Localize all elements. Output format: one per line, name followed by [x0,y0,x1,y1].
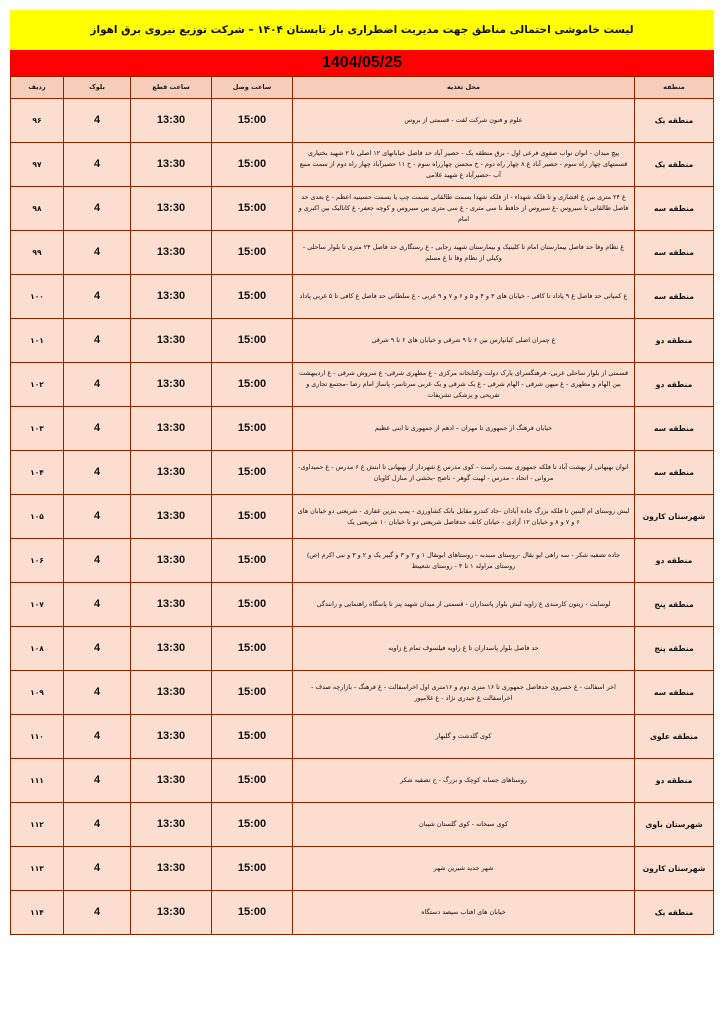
cell-block: 4 [64,583,131,627]
cell-off-time: 13:30 [131,847,212,891]
cell-place: غ کمپانی حد فاصل غ ۹ پاداد تا کافی - خیابان های ۳ و ۴ و ۵ و ۶ و ۷ و ۹ غربی - غ سلطانی حد فاصل غ کافی تا ۵ غربی پاداد [293,275,635,319]
cell-on-time: 15:00 [212,275,293,319]
cell-place: پیچ میدان - انوان نواب صفوی فرعی اول - برق منطقه یک - حصیر آباد حد فاصل خیابانهای ۱۲ اصلی تا ۲ شهید بختیاری قسمتهای چهار راه سوم - حصیر آباد غ ۸ چهار راه دوم - خ محسن چهارراه سوم - خ ۱۱ حصیرآباد چهار راه دوم از سمت منبع آب -حصیرآباد غ شهید غلامی [293,143,635,187]
table-row [11,143,714,187]
cell-region: منطقه یک [635,891,714,935]
cell-on-time: 15:00 [212,319,293,363]
column-header-off-time: ساعت قطع [131,77,212,99]
outage-table [10,76,714,935]
cell-off-time: 13:30 [131,759,212,803]
cell-row-number: ۱۰۷ [11,583,64,627]
cell-region: منطقه سه [635,187,714,231]
table-body [11,99,714,935]
cell-block: 4 [64,891,131,935]
cell-off-time: 13:30 [131,231,212,275]
table-row [11,759,714,803]
cell-block: 4 [64,671,131,715]
document-title-banner [10,10,714,50]
cell-region: منطقه یک [635,99,714,143]
cell-row-number: ۱۰۵ [11,495,64,539]
cell-block: 4 [64,143,131,187]
cell-region: منطقه دو [635,363,714,407]
cell-row-number: ۱۰۳ [11,407,64,451]
cell-place: علوم و فنون شرکت لفت - قسمتی از بروس [293,99,635,143]
cell-region: منطقه پنج [635,627,714,671]
cell-region: منطقه دو [635,539,714,583]
cell-off-time: 13:30 [131,143,212,187]
cell-on-time: 15:00 [212,363,293,407]
column-header-place: محل تغذیه [293,77,635,99]
cell-row-number: ۹۶ [11,99,64,143]
cell-off-time: 13:30 [131,627,212,671]
cell-region: منطقه سه [635,451,714,495]
cell-off-time: 13:30 [131,891,212,935]
table-row [11,363,714,407]
cell-on-time: 15:00 [212,143,293,187]
table-row [11,231,714,275]
cell-on-time: 15:00 [212,627,293,671]
cell-place: شهر جدید شیرین شهر [293,847,635,891]
cell-on-time: 15:00 [212,847,293,891]
cell-block: 4 [64,231,131,275]
cell-block: 4 [64,847,131,891]
cell-row-number: ۱۰۴ [11,451,64,495]
cell-on-time: 15:00 [212,231,293,275]
cell-block: 4 [64,363,131,407]
cell-place: کوی سبخانه - کوی گلستان شیبان [293,803,635,847]
cell-off-time: 13:30 [131,495,212,539]
cell-off-time: 13:30 [131,715,212,759]
cell-place: غ چمران اصلی کیانپارس بین ۶ تا ۹ شرقی و خیابان های ۶ تا ۹ شرقی [293,319,635,363]
cell-on-time: 15:00 [212,407,293,451]
table-row [11,495,714,539]
cell-block: 4 [64,407,131,451]
table-row [11,187,714,231]
cell-row-number: ۱۰۹ [11,671,64,715]
column-header-row-number: ردیف [11,77,64,99]
table-row [11,671,714,715]
column-header-on-time: ساعت وصل [212,77,293,99]
cell-place: غ نظام وفا حد فاصل بیمارستان امام تا کلینیک و بیمارستان شهید رجایی - غ رستگاری حد فاصل ۲۴ متری تا بلوار ساحلی - وکیلی از نظام وفا تا غ مسلم [293,231,635,275]
cell-block: 4 [64,715,131,759]
cell-on-time: 15:00 [212,891,293,935]
cell-on-time: 15:00 [212,759,293,803]
cell-off-time: 13:30 [131,275,212,319]
table-row [11,539,714,583]
cell-off-time: 13:30 [131,363,212,407]
cell-place: خیابان های افتاب سیصد دستگاه [293,891,635,935]
cell-off-time: 13:30 [131,407,212,451]
cell-block: 4 [64,803,131,847]
table-row [11,803,714,847]
cell-place: حد فاصل بلوار پاسداران تا غ زاویه فیلسوف تمام غ زاویه [293,627,635,671]
cell-region: منطقه دو [635,319,714,363]
cell-row-number: ۱۱۱ [11,759,64,803]
cell-block: 4 [64,187,131,231]
cell-block: 4 [64,451,131,495]
cell-on-time: 15:00 [212,671,293,715]
cell-region: منطقه سه [635,275,714,319]
cell-block: 4 [64,275,131,319]
cell-region: منطقه دو [635,759,714,803]
table-row [11,847,714,891]
cell-region: منطقه سه [635,231,714,275]
cell-off-time: 13:30 [131,187,212,231]
cell-block: 4 [64,627,131,671]
cell-place: خیابان فرهنگ از جمهوری تا مهران – ادهم از جمهوری تا ابنی عظیم [293,407,635,451]
table-row [11,583,714,627]
cell-on-time: 15:00 [212,803,293,847]
cell-place: لوسایت - زیتون کارمندی غ زاویه لبش بلوار پاسداران - قسمتی از میدان شهید پنر تا پاسگاه راهنمایی و رانندگی [293,583,635,627]
cell-block: 4 [64,495,131,539]
cell-off-time: 13:30 [131,99,212,143]
schedule-date: 1404/05/25 [321,54,403,71]
cell-off-time: 13:30 [131,539,212,583]
cell-region: منطقه سه [635,407,714,451]
table-row [11,891,714,935]
cell-region: منطقه علوی [635,715,714,759]
cell-on-time: 15:00 [212,715,293,759]
table-row [11,319,714,363]
cell-row-number: ۱۰۶ [11,539,64,583]
cell-off-time: 13:30 [131,319,212,363]
page-title: لیست خاموشی احتمالی مناطق جهت مدیریت اضطراری بار تابستان ۱۴۰۴ – شرکت توزیع نیروی برق اهواز [90,23,634,36]
cell-on-time: 15:00 [212,451,293,495]
cell-place: انوان بهبهانی از بهشت آباد تا فلکه جمهوری بست راست - کوی مدرس غ شهردار از بهبهانی تا ابنش غ ۶ مدرس - غ حمیداوی- مروانی - اتحاد - مدرس - لهبت گوهر - ناصح -بخشی از منازل کاویان [293,451,635,495]
column-header-region: منطقه [635,77,714,99]
cell-place: اخر اسفالت - غ خسروی حدفاصل جمهوری تا ۱۶ متری دوم و ۱۶متری اول اخراسفالت - غ فرهنگ - بازارچه صدف - اخراسفالت غ حیدری نژاد - غ غلامپور [293,671,635,715]
table-row [11,715,714,759]
table-row [11,627,714,671]
cell-row-number: ۹۷ [11,143,64,187]
cell-on-time: 15:00 [212,99,293,143]
cell-off-time: 13:30 [131,803,212,847]
cell-off-time: 13:30 [131,671,212,715]
cell-on-time: 15:00 [212,539,293,583]
column-header-block: بلوک [64,77,131,99]
cell-block: 4 [64,99,131,143]
table-header [11,77,714,99]
cell-row-number: ۱۰۰ [11,275,64,319]
cell-row-number: ۱۰۲ [11,363,64,407]
table-row [11,99,714,143]
cell-place: روستاهای جسابه کوچک و بزرگ - ج تصفیه شکر [293,759,635,803]
cell-place: جاده تصفیه شکر - سه راهی ابو بقال -روستای سبدبه - روستاهای ابوبقال ۱ و ۲ و ۳ و گبیر یک و ۲ و ۳ و نبی اکرم (ص) روستای مراوله ۱ تا ۴ - روستای شعیبط [293,539,635,583]
table-row [11,275,714,319]
cell-region: شهرستان باوی [635,803,714,847]
cell-region: شهرستان کارون [635,847,714,891]
cell-row-number: ۱۱۰ [11,715,64,759]
cell-place: قسمتی از بلوار ساحلی غربی- فرهنگسرای پارک دولت وکتابخانه مرکزی - غ مطهری شرقی- غ سروش شرقی - غ اردیبهشت بین الهام و مطهری - غ میهن شرقی - الهام شرقی - غ یک شرقی و یک غربی سرتاسر- پاساژ امام رضا -مجتمع تجاری و تفریحی و پزشکی تشریفات [293,363,635,407]
cell-row-number: ۱۱۴ [11,891,64,935]
cell-block: 4 [64,319,131,363]
cell-place: لبش روستای ام البنین تا فلکه بزرگ جاده آبادان -جاد کندرو مقابل بانک کشاورزی - پمپ بنزین غفاری - شریعتی دو خیابان های ۶ و ۷ و ۸ و خیابان ۱۲ آزادی - خیابان کانف حدفاصل شریعتی دو تا خیابان ۱۰ شریعتی یک [293,495,635,539]
cell-row-number: ۹۸ [11,187,64,231]
cell-block: 4 [64,539,131,583]
cell-row-number: ۹۹ [11,231,64,275]
cell-on-time: 15:00 [212,583,293,627]
cell-region: منطقه پنج [635,583,714,627]
table-header-row [11,77,714,99]
cell-off-time: 13:30 [131,451,212,495]
cell-row-number: ۱۰۸ [11,627,64,671]
cell-region: منطقه سه [635,671,714,715]
date-banner [10,50,714,76]
cell-region: منطقه یک [635,143,714,187]
cell-row-number: ۱۱۳ [11,847,64,891]
cell-place: غ ۲۴ متری بین غ افشاری و تا فلکه شهداء - از فلکه شهدا بسمت طالقانی بسمت چپ یا بسمت حسینیه اعظم - غ بعدی حد فاصل طالقانی تا سیروس -غ سیروس از حافظ تا سی متری - غ سی متری بین سیروس و کوچه جعفر- غ کانالیک بین اکبری و امام [293,187,635,231]
cell-on-time: 15:00 [212,495,293,539]
cell-block: 4 [64,759,131,803]
cell-region: شهرستان کارون [635,495,714,539]
cell-on-time: 15:00 [212,187,293,231]
cell-row-number: ۱۰۱ [11,319,64,363]
table-row [11,407,714,451]
cell-off-time: 13:30 [131,583,212,627]
table-row [11,451,714,495]
cell-place: کوی گلدشت و گلبهار [293,715,635,759]
cell-row-number: ۱۱۲ [11,803,64,847]
